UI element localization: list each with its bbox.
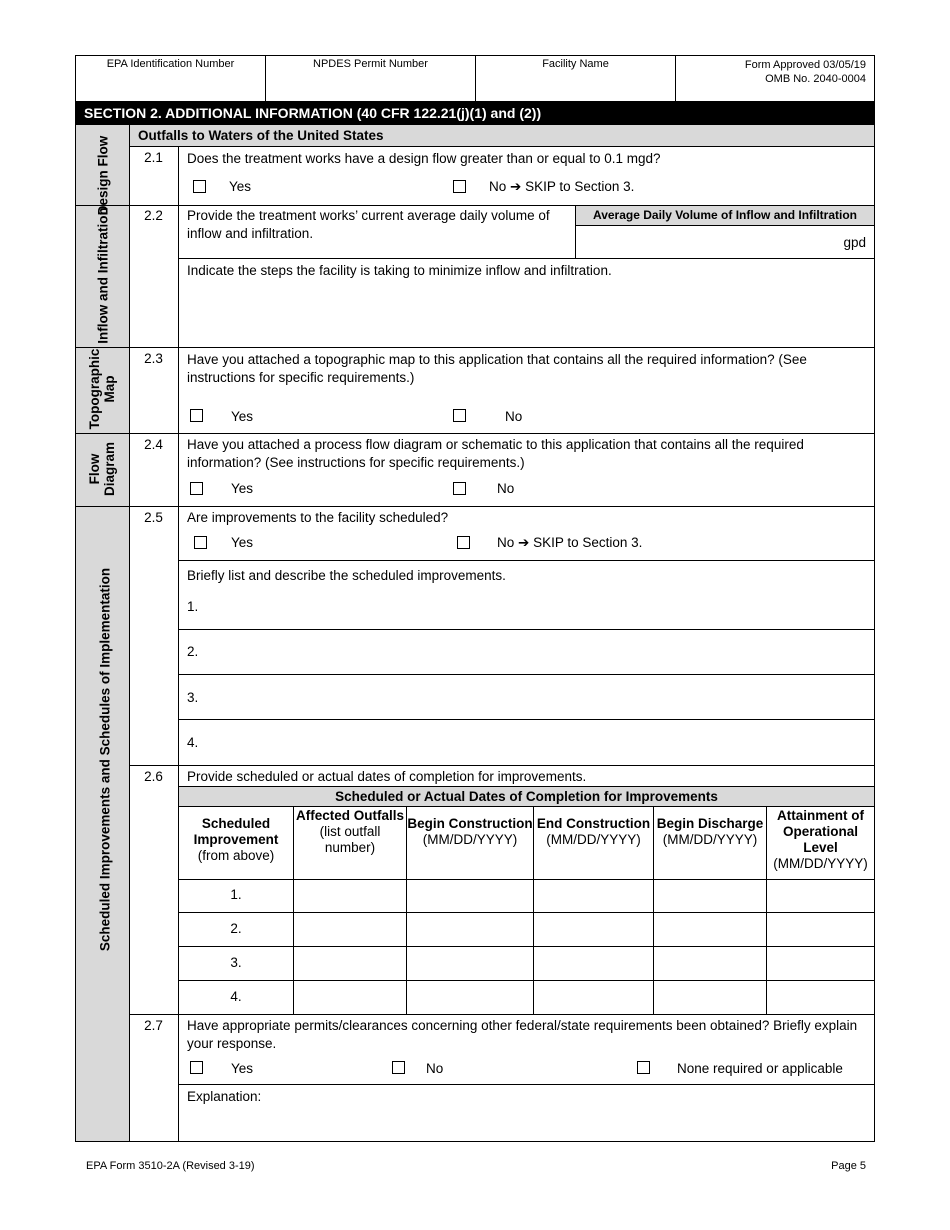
q27-explanation-label: Explanation: bbox=[187, 1089, 262, 1104]
q21-yes-checkbox[interactable] bbox=[193, 180, 206, 193]
q21-no-checkbox[interactable] bbox=[453, 180, 466, 193]
epa-id-label: EPA Identification Number bbox=[106, 58, 235, 70]
q24-text: Have you attached a process flow diagram or schematic to this application that contains all the required information? (See instructions for specific requirements.) bbox=[187, 437, 804, 470]
q27-yes-label: Yes bbox=[231, 1061, 254, 1076]
q22-steps-prompt: Indicate the steps the facility is taking to minimize inflow and infiltration. bbox=[187, 263, 612, 278]
col-begin-discharge: Begin Discharge (MM/DD/YYYY) bbox=[656, 816, 764, 847]
table-row-4-label: 4. bbox=[230, 989, 242, 1004]
q23-yes-checkbox[interactable] bbox=[190, 409, 203, 422]
q27-explanation-input[interactable] bbox=[260, 1086, 872, 1138]
col-affected-outfalls: Affected Outfalls (list outfall number) bbox=[295, 808, 404, 855]
q24-no-label: No bbox=[497, 481, 515, 496]
q25-no-checkbox[interactable] bbox=[457, 536, 470, 549]
q22-steps-input[interactable] bbox=[179, 280, 874, 346]
q27-no-label: No bbox=[426, 1061, 444, 1076]
q27-number: 2.7 bbox=[144, 1018, 163, 1033]
form-approved-date: Form Approved 03/05/19 bbox=[744, 59, 866, 71]
q27-none-checkbox[interactable] bbox=[637, 1061, 650, 1074]
q26-text: Provide scheduled or actual dates of completion for improvements. bbox=[187, 769, 587, 784]
form-approval bbox=[680, 58, 866, 86]
q25-number: 2.5 bbox=[144, 510, 163, 525]
improvement-item-2[interactable]: 2. bbox=[187, 644, 199, 659]
table-row-2-label: 2. bbox=[230, 921, 242, 936]
facility-name-field[interactable] bbox=[476, 55, 676, 101]
q25-no-label: No ➔ SKIP to Section 3. bbox=[497, 535, 643, 550]
q27-text: Have appropriate permits/clearances concerning other federal/state requirements been obtained? Briefly explain your response. bbox=[187, 1018, 858, 1051]
outfalls-subheader-text: Outfalls to Waters of the United States bbox=[138, 128, 384, 143]
footer-form-id: EPA Form 3510-2A (Revised 3-19) bbox=[86, 1160, 255, 1172]
col-scheduled-improvement: Scheduled Improvement (from above) bbox=[193, 816, 279, 863]
q21-yes-label: Yes bbox=[229, 179, 252, 194]
improvement-item-3[interactable]: 3. bbox=[187, 690, 199, 705]
completion-table-title: Scheduled or Actual Dates of Completion for Improvements bbox=[179, 787, 874, 806]
inflow-volume-unit: gpd bbox=[843, 235, 866, 250]
q21-number: 2.1 bbox=[144, 150, 163, 165]
section-title-text: SECTION 2. ADDITIONAL INFORMATION (40 CFR 122.21(j)(1) and (2)) bbox=[84, 105, 542, 121]
q24-yes-checkbox[interactable] bbox=[190, 482, 203, 495]
footer-page-number: Page 5 bbox=[831, 1160, 866, 1172]
col-end-construction: End Construction (MM/DD/YYYY) bbox=[536, 816, 651, 847]
q21-no-label: No ➔ SKIP to Section 3. bbox=[489, 179, 635, 194]
q23-number: 2.3 bbox=[144, 351, 163, 366]
q25-list-prompt: Briefly list and describe the scheduled improvements. bbox=[187, 568, 506, 583]
q25-yes-label: Yes bbox=[231, 535, 254, 550]
side-label-flow-diagram: Flow Diagram bbox=[87, 441, 117, 497]
facility-name-label: Facility Name bbox=[542, 58, 609, 70]
q23-no-checkbox[interactable] bbox=[453, 409, 466, 422]
col-attainment-operational-level: Attainment of Operational Level (MM/DD/YYYY) bbox=[773, 808, 868, 871]
q24-number: 2.4 bbox=[144, 437, 163, 452]
improvement-item-4[interactable]: 4. bbox=[187, 735, 199, 750]
col-begin-construction: Begin Construction (MM/DD/YYYY) bbox=[407, 816, 533, 847]
side-label-design-flow: Design Flow bbox=[95, 135, 111, 216]
outfalls-subheader bbox=[130, 125, 874, 146]
improvement-item-1[interactable]: 1. bbox=[187, 599, 199, 614]
q25-text: Are improvements to the facility scheduled? bbox=[187, 510, 449, 525]
q23-text: Have you attached a topographic map to this application that contains all the required information? (See instructions for specific requirements.) bbox=[187, 352, 807, 385]
npdes-permit-label: NPDES Permit Number bbox=[313, 58, 428, 70]
q25-yes-checkbox[interactable] bbox=[194, 536, 207, 549]
q24-no-checkbox[interactable] bbox=[453, 482, 466, 495]
inflow-volume-header: Average Daily Volume of Inflow and Infiltration bbox=[576, 206, 874, 226]
table-row-1-label: 1. bbox=[230, 887, 242, 902]
side-label-scheduled-improvements: Scheduled Improvements and Schedules of Implementation bbox=[97, 567, 113, 952]
q23-yes-label: Yes bbox=[231, 409, 254, 424]
q22-text: Provide the treatment works’ current average daily volume of inflow and infiltration. bbox=[187, 208, 550, 241]
q27-none-label: None required or applicable bbox=[677, 1061, 843, 1076]
q23-no-label: No bbox=[505, 409, 523, 424]
table-row-3-label: 3. bbox=[230, 955, 242, 970]
section-title bbox=[75, 101, 875, 125]
q26-number: 2.6 bbox=[144, 769, 163, 784]
q27-yes-checkbox[interactable] bbox=[190, 1061, 203, 1074]
q21-text: Does the treatment works have a design flow greater than or equal to 0.1 mgd? bbox=[187, 151, 661, 166]
epa-id-field[interactable] bbox=[76, 55, 266, 101]
side-label-inflow-infiltration: Inflow and Infiltration bbox=[95, 207, 111, 344]
q24-yes-label: Yes bbox=[231, 481, 254, 496]
side-label-topographic-map: Topographic Map bbox=[87, 348, 117, 430]
q22-number: 2.2 bbox=[144, 208, 163, 223]
q27-no-checkbox[interactable] bbox=[392, 1061, 405, 1074]
npdes-permit-field[interactable] bbox=[266, 55, 476, 101]
omb-number: OMB No. 2040-0004 bbox=[765, 73, 866, 85]
